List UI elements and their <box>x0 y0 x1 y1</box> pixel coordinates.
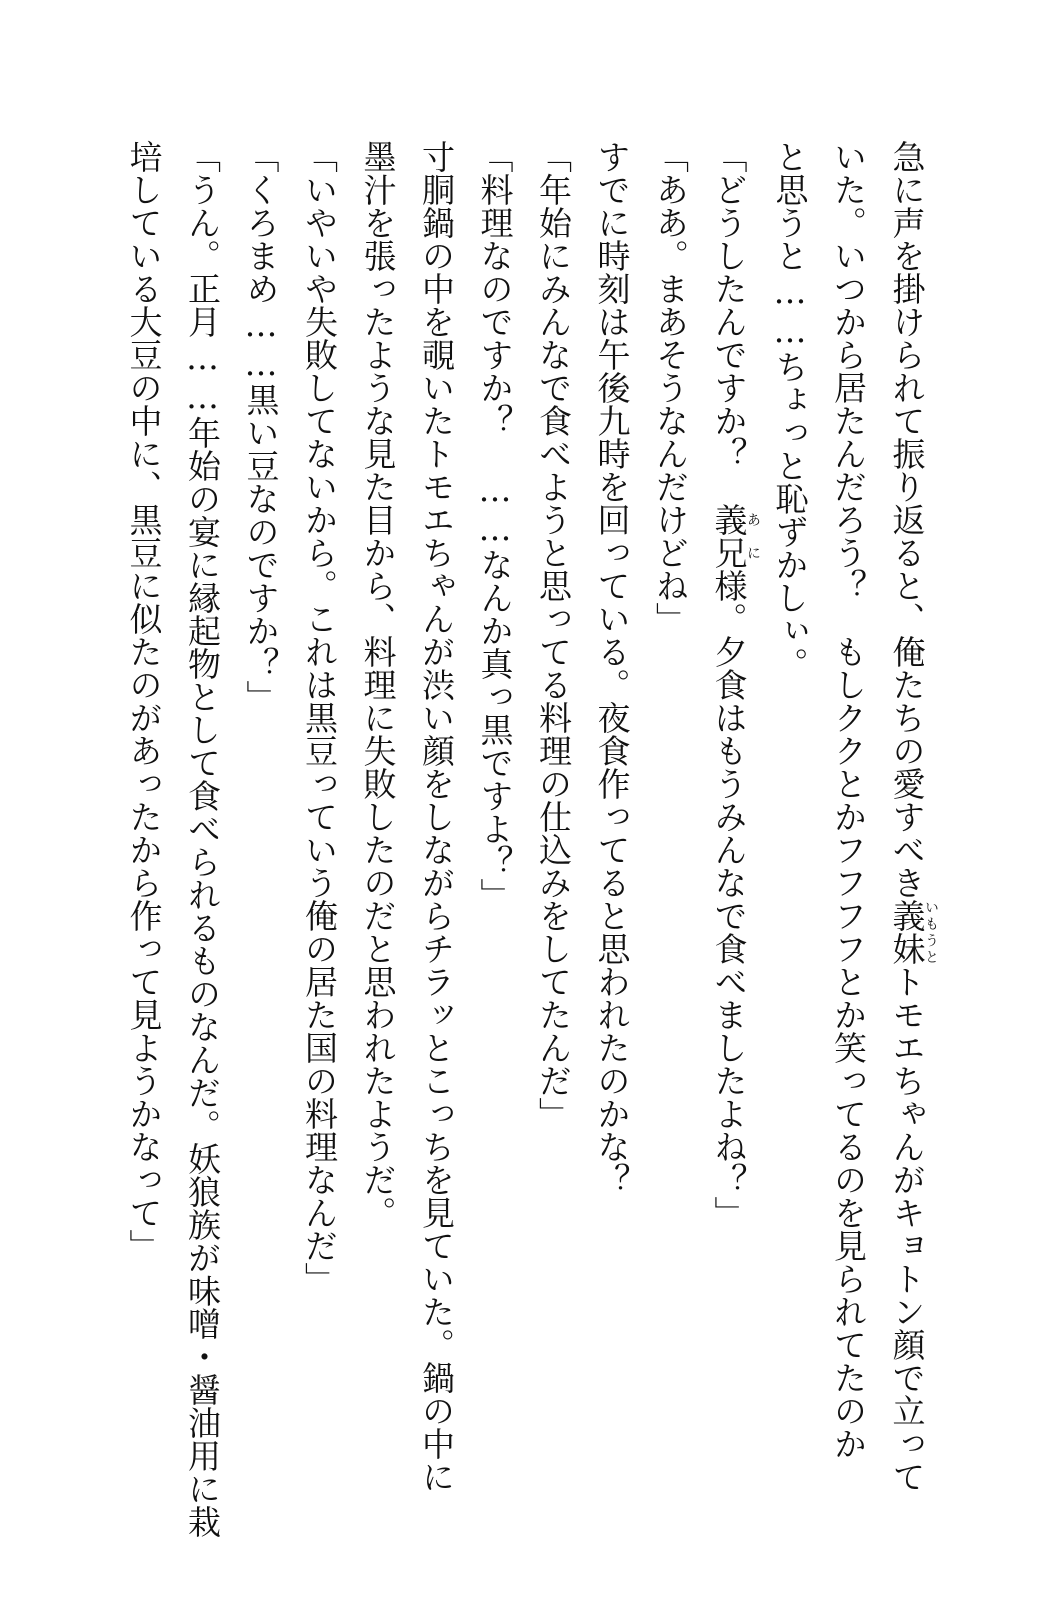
ruby-ani <box>709 503 761 569</box>
text-line-2: いた。いつから居たんだろう？ もしククとかフフフフとか笑ってるのを見られてたのか <box>829 140 868 1460</box>
vertical-text-body <box>114 140 938 1540</box>
text-line-9: 寸胴鍋の中を覗いたトモエちゃんが渋い顔をしながらチラッとこっちを見ていた。鍋の中に <box>417 140 456 1493</box>
text-line-8: 「料理なのですか？ ……なんか真っ黒ですよ？」 <box>475 140 515 911</box>
line-1-text-a: 急に声を掛けられて振り返ると、俺たちの愛すべき <box>887 140 927 899</box>
text-line-14: 培している大豆の中に、黒豆に似たのがあったから作って見ようかなって」 <box>124 140 164 1262</box>
text-line-3: と思うと……ちょっと恥ずかしぃ。 <box>770 140 810 680</box>
line-4-text-a: 「どうしたんですか？ <box>709 140 749 503</box>
ruby-imouto-reading: いもうと <box>923 899 939 965</box>
ruby-ani-reading: あに <box>745 503 761 569</box>
text-line-12: 「くろまめ……黒い豆なのですか？」 <box>241 140 281 713</box>
text-line-1 <box>877 140 938 1540</box>
ruby-imouto-base: 義妹 <box>887 899 927 965</box>
ruby-imouto <box>887 899 939 965</box>
text-line-6: すでに時刻は午後九時を回っている。夜食作ってると思われたのかな？ <box>592 140 632 1196</box>
text-line-13: 「うん。正月……年始の宴に縁起物として食べられるものなんだ。妖狼族が味噌・醤油用に栽 <box>183 140 222 1538</box>
text-line-10: 墨汁を張ったような見た目から、料理に失敗したのだと思われたようだ。 <box>358 140 398 1229</box>
text-line-7: 「年始にみんなで食べようと思ってる料理の仕込みをしてたんだ」 <box>534 140 573 1130</box>
ruby-ani-base: 義兄 <box>709 503 749 569</box>
line-1-text-b: トモエちゃんがキョトン顔で立って <box>887 965 927 1493</box>
line-4-text-b: 様。夕食はもうみんなで食べましたよね？」 <box>709 569 749 1229</box>
text-line-5: 「ああ。まあそうなんだけどね」 <box>651 140 690 635</box>
text-line-11: 「いやいや失敗してないから。これは黒豆っていう俺の居た国の料理なんだ」 <box>300 140 339 1295</box>
text-line-4 <box>699 140 760 1540</box>
